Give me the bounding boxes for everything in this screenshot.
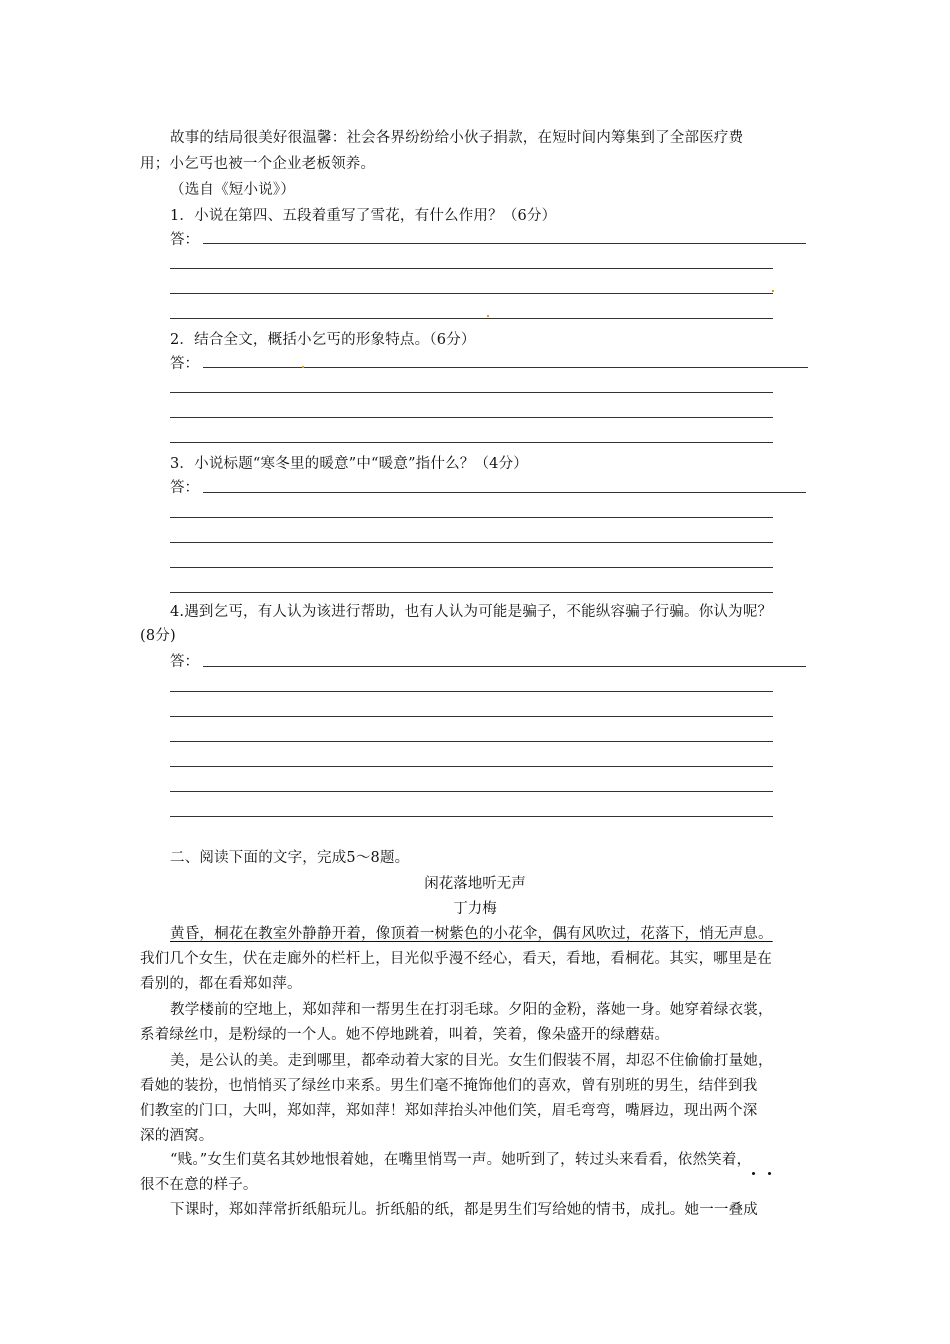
intro-paragraph-line-1: 故事的结局很美好很温馨：社会各界纷纷给小伙子捐款，在短时间内筹集到了全部医疗费	[170, 130, 744, 146]
answer-line[interactable]	[170, 542, 773, 543]
passage-p4-line-2: 很不在意的样子。	[140, 1177, 258, 1193]
passage-p3-line-4: 深的酒窝。	[140, 1128, 214, 1144]
answer-line[interactable]	[170, 567, 773, 568]
answer-line[interactable]	[170, 766, 773, 767]
passage-p1-line-2: 我们几个女生，伏在走廊外的栏杆上，目光似乎漫不经心，看天，看地，看桐花。其实，哪里是在	[140, 951, 773, 967]
stray-mark	[302, 366, 304, 368]
question-1: 1．小说在第四、五段着重写了雪花，有什么作用？（6分）	[170, 208, 557, 224]
answer-label-1: 答：	[170, 232, 199, 248]
passage-p3-line-3: 们教室的门口，大叫，郑如萍，郑如萍！郑如萍抬头冲他们笑，眉毛弯弯，嘴唇边，现出两个深	[140, 1103, 758, 1119]
passage-p2-line-1: 教学楼前的空地上，郑如萍和一帮男生在打羽毛球。夕阳的金粉，落她一身。她穿着绿衣裳，	[170, 1002, 773, 1018]
question-2: 2．结合全文，概括小乞丐的形象特点。（6分）	[170, 332, 476, 348]
intro-paragraph-line-2: 用；小乞丐也被一个企业老板领养。	[140, 156, 376, 172]
question-4-line-2: (8分)	[140, 628, 176, 644]
passage-p1-line-1: 黄昏，桐花在教室外静静开着，像顶着一树紫色的小花伞，偶有风吹过，花落下，悄无声息。	[170, 926, 773, 942]
answer-label-4: 答：	[170, 654, 199, 670]
source-note: （选自《短小说》）	[170, 182, 296, 198]
answer-line[interactable]	[170, 741, 773, 742]
answer-line[interactable]	[170, 816, 773, 817]
answer-line[interactable]	[170, 517, 773, 518]
answer-line[interactable]	[170, 442, 773, 443]
stray-mark	[772, 290, 774, 292]
passage-author: 丁力梅	[453, 901, 497, 917]
emphasis-dot	[768, 1172, 771, 1175]
answer-line[interactable]	[170, 268, 773, 269]
answer-line[interactable]	[203, 666, 806, 667]
emphasis-dot	[752, 1172, 755, 1175]
stray-mark	[487, 315, 489, 317]
answer-line[interactable]	[203, 367, 808, 368]
answer-line[interactable]	[170, 791, 773, 792]
answer-line[interactable]	[170, 392, 773, 393]
answer-line[interactable]	[170, 691, 773, 692]
question-4-line-1: 4.遇到乞丐，有人认为该进行帮助，也有人认为可能是骗子，不能纵容骗子行骗。你认为呢？	[170, 604, 773, 620]
passage-p5-line-1: 下课时，郑如萍常折纸船玩儿。折纸船的纸，都是男生们写给她的情书，成扎。她一一叠成	[170, 1202, 758, 1218]
passage-p1-line-3: 看别的，都在看郑如萍。	[140, 976, 302, 992]
passage-p2-line-2: 系着绿丝巾，是粉绿的一个人。她不停地跳着，叫着，笑着，像朵盛开的绿蘑菇。	[140, 1027, 670, 1043]
answer-label-2: 答：	[170, 356, 199, 372]
passage-p3-line-2: 看她的装扮，也悄悄买了绿丝巾来系。男生们毫不掩饰他们的喜欢，曾有别班的男生，结伴到我	[140, 1078, 758, 1094]
question-3: 3．小说标题“寒冬里的暖意”中“暖意”指什么？（4分）	[170, 456, 529, 472]
answer-line[interactable]	[170, 293, 773, 294]
passage-p3-line-1: 美，是公认的美。走到哪里，都牵动着大家的目光。女生们假装不屑，却忍不住偷偷打量她，	[170, 1053, 773, 1069]
answer-line[interactable]	[170, 318, 773, 319]
answer-label-3: 答：	[170, 480, 199, 496]
answer-line[interactable]	[170, 417, 773, 418]
passage-p4-line-1: “贱。”女生们莫名其妙地恨着她，在嘴里悄骂一声。她听到了，转过头来看看，依然笑着，	[170, 1152, 752, 1168]
section-2-instruction: 二、阅读下面的文字，完成5～8题。	[170, 850, 410, 866]
answer-line[interactable]	[170, 592, 773, 593]
answer-line[interactable]	[203, 492, 806, 493]
answer-line[interactable]	[170, 716, 773, 717]
passage-title: 闲花落地听无声	[424, 876, 526, 892]
answer-line[interactable]	[203, 243, 806, 244]
